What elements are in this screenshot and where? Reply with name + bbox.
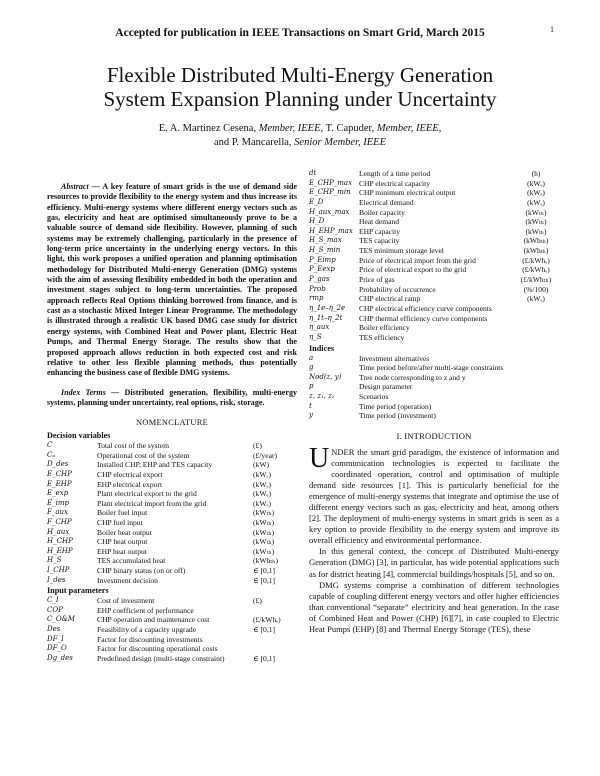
nomenclature-unit: ∈ [0,1] bbox=[253, 653, 276, 663]
nomenclature-row bbox=[309, 188, 559, 198]
nomenclature-row bbox=[309, 246, 559, 256]
nomenclature-row bbox=[309, 217, 559, 227]
nomenclature-unit: (£/kWhₑ) bbox=[253, 615, 281, 625]
nomenclature-row bbox=[309, 294, 559, 304]
nomenclature-symbol: H_S bbox=[47, 556, 62, 565]
nomenclature-unit: (kWₑ) bbox=[527, 188, 545, 198]
nomenclature-row bbox=[47, 470, 297, 480]
nomenclature-description: CHP binary status (on or off) bbox=[97, 565, 186, 575]
nomenclature-unit: (kWₜₕ) bbox=[253, 537, 275, 547]
indices-list bbox=[309, 354, 559, 421]
nomenclature-row bbox=[47, 606, 297, 616]
nomenclature-row bbox=[47, 508, 297, 518]
nomenclature-unit: (kWₜₕ) bbox=[253, 527, 275, 537]
author-1-name: E. A. Martinez Cesena, bbox=[158, 123, 259, 134]
author-block bbox=[0, 122, 600, 150]
nomenclature-description: Boiler fuel input bbox=[97, 508, 148, 518]
nomenclature-unit: (%/100) bbox=[523, 284, 549, 294]
nomenclature-description: CHP minimum electrical output bbox=[359, 188, 456, 198]
nomenclature-row bbox=[309, 333, 559, 343]
nomenclature-description: TES efficiency bbox=[359, 332, 405, 342]
nomenclature-description: Cost of investment bbox=[97, 596, 155, 606]
intro-paragraph-2: In this general context, the concept of Distributed Multi-energy Generation (DMG) [3], in particular, has wide potential applications such as for district heating [4], commercial buildings/hospitals [5], and so on. bbox=[309, 546, 559, 579]
nomenclature-description: Time period before/after multi-stage constraints bbox=[359, 363, 504, 373]
nomenclature-unit bbox=[513, 411, 559, 421]
nomenclature-symbol: I_des bbox=[47, 575, 66, 584]
nomenclature-symbol: H_CHP bbox=[47, 537, 73, 546]
nomenclature-unit: (kWhₜₕ) bbox=[523, 246, 549, 256]
nomenclature-description: Time period (operation) bbox=[359, 401, 432, 411]
nomenclature-row bbox=[47, 547, 297, 557]
nomenclature-row bbox=[47, 576, 297, 586]
nomenclature-row bbox=[47, 615, 297, 625]
nomenclature-row bbox=[47, 556, 297, 566]
nomenclature-symbol: DF_I bbox=[47, 634, 64, 643]
nomenclature-row bbox=[47, 489, 297, 499]
nomenclature-symbol: Nod(z, y) bbox=[309, 372, 342, 381]
input-parameters-list bbox=[47, 596, 297, 663]
nomenclature-row bbox=[47, 596, 297, 606]
nomenclature-unit bbox=[253, 635, 297, 645]
nomenclature-unit: (kWₑ) bbox=[253, 470, 271, 479]
nomenclature-symbol: DF_O bbox=[47, 644, 67, 653]
nomenclature-unit: (kWₜₕ) bbox=[525, 226, 547, 236]
nomenclature-description: Design parameter bbox=[359, 382, 413, 392]
index-terms-text: — Distributed generation, flexibility, multi-energy systems, planning under uncertainty, real options, risk, storage. bbox=[47, 387, 297, 407]
nomenclature-symbol: P_Eimp bbox=[309, 255, 336, 264]
nomenclature-unit bbox=[253, 606, 297, 616]
nomenclature-row bbox=[47, 537, 297, 547]
nomenclature-description: Boiler efficiency bbox=[359, 323, 410, 333]
nomenclature-unit: (kWₑ) bbox=[527, 178, 545, 188]
journal-note: Accepted for publication in IEEE Transactions on Smart Grid, March 2015 bbox=[115, 27, 485, 39]
nomenclature-symbol: H_D bbox=[309, 217, 325, 226]
nomenclature-description: TES accumulated heat bbox=[97, 556, 166, 566]
nomenclature-unit: (kWₜₕ) bbox=[525, 207, 547, 217]
nomenclature-symbol: Cₒ bbox=[47, 450, 56, 459]
nomenclature-description: EHP heat output bbox=[97, 546, 147, 556]
nomenclature-row bbox=[47, 441, 297, 451]
nomenclature-unit bbox=[513, 314, 559, 324]
nomenclature-symbol: η_1t–η_2t bbox=[309, 313, 343, 322]
nomenclature-symbol: P_gas bbox=[309, 275, 330, 284]
nomenclature-description: Factor for discounting operational costs bbox=[97, 644, 218, 654]
nomenclature-symbol: η_1e–η_2e bbox=[309, 303, 346, 312]
nomenclature-unit: ∈ [0,1] bbox=[253, 575, 276, 585]
nomenclature-symbol: H_S_min bbox=[309, 246, 341, 255]
nomenclature-symbol: C bbox=[47, 441, 53, 450]
nomenclature-description: Factor for discounting investments bbox=[97, 634, 203, 644]
nomenclature-unit: (kWₑ) bbox=[527, 197, 545, 207]
nomenclature-row bbox=[47, 451, 297, 461]
nomenclature-unit: (£) bbox=[253, 441, 262, 451]
nomenclature-description: EHP capacity bbox=[359, 226, 401, 236]
abstract-text: — A key feature of smart grids is the use of demand side resources to provide flexibility to the energy system and thus increase its efficiency. Multi-energy systems where different energy vectors such as gas, electricity and heat are optimised simultaneously prove to be a valuable source of demand side flexibility. However, planning of such systems may be extremely challenging, particularly in the presence of long-term price uncertainty in the underlying energy vectors. In this light, this work proposes a unified operation and planning optimisation methodology for Distributed Multi-energy Generation (DMG) systems with the aim of assessing flexibility embedded in both the operation and investment stages subject to long-term uncertainties. The proposed approach reflects Real Options thinking borrowed from finance, and is cast as a stochastic Mixed Integer Linear Programme. The methodology is illustrated through a realistic UK based DMG case study for district energy systems, with Combined Heat and Power plant, Electric Heat Pumps, and Thermal Energy Storage. The results show that the proposed approach allows reduction in both expected cost and risk relative to other less flexible planning methods, thus potentially enhancing the business case of flexible DMG systems. bbox=[47, 182, 297, 378]
nomenclature-symbol: P_Eexp bbox=[309, 265, 335, 274]
nomenclature-symbol: C_O&M bbox=[47, 615, 75, 624]
intro-paragraph-1-text: NDER the smart grid paradigm, the existence of information and communication technologies is expected to facilitate the coordinated operation, control and optimisation of multiple demand side resources [1]. This is particularly beneficial for the emergence of multi-energy systems that integrate and optimise the use of different energy vectors such as gas, electricity and heat, among others [2]. The deployment of multi-energy systems in smart grids is seen as a key option to provide flexibility to the energy system and improve its overall efficiency and environmental performance. bbox=[309, 447, 559, 546]
abstract-label: Abstract bbox=[61, 182, 89, 191]
nomenclature-unit: (£/kWhₑ) bbox=[522, 255, 550, 265]
right-column bbox=[309, 169, 559, 635]
nomenclature-description: CHP electrical ramp bbox=[359, 294, 421, 304]
nomenclature-unit: (kWₜₕ) bbox=[253, 546, 275, 556]
nomenclature-symbol: C_I bbox=[47, 596, 59, 605]
nomenclature-symbol: I_CHP bbox=[47, 565, 70, 574]
nomenclature-row bbox=[309, 227, 559, 237]
introduction-heading: I. INTRODUCTION bbox=[396, 431, 472, 442]
nomenclature-row bbox=[309, 354, 559, 364]
nomenclature-unit bbox=[513, 304, 559, 314]
nomenclature-symbol: F_aux bbox=[47, 508, 68, 517]
nomenclature-description: CHP heat output bbox=[97, 537, 148, 547]
nomenclature-row bbox=[309, 285, 559, 295]
author-2-name: , T. Capuder, bbox=[320, 123, 377, 134]
nomenclature-symbol: H_aux_max bbox=[309, 207, 350, 216]
nomenclature-symbol: η_S bbox=[309, 332, 322, 341]
nomenclature-symbol: E_CHP_min bbox=[309, 188, 351, 197]
decision-variables-heading: Decision variables bbox=[47, 431, 111, 441]
nomenclature-description: Price of electrical import from the grid bbox=[359, 255, 476, 265]
nomenclature-row bbox=[309, 265, 559, 275]
nomenclature-description: Length of a time period bbox=[359, 169, 431, 178]
input-parameters-continued-list bbox=[309, 169, 559, 343]
nomenclature-unit bbox=[253, 644, 297, 654]
nomenclature-symbol: COP bbox=[47, 605, 63, 614]
nomenclature-description: CHP operation and maintenance cost bbox=[97, 615, 210, 625]
nomenclature-description: Operational cost of the system bbox=[97, 450, 190, 460]
title-line-1: Flexible Distributed Multi-Energy Generation bbox=[106, 63, 494, 87]
paper-title bbox=[0, 63, 600, 111]
nomenclature-unit: ∈ [0,1] bbox=[253, 624, 276, 634]
nomenclature-row bbox=[47, 480, 297, 490]
nomenclature-symbol: z, z₁, z₂ bbox=[309, 392, 335, 401]
nomenclature-description: Price of electrical export to the grid bbox=[359, 265, 467, 275]
nomenclature-symbol: Dg_des bbox=[47, 653, 73, 662]
nomenclature-description: CHP electrical capacity bbox=[359, 178, 430, 188]
nomenclature-description: CHP fuel input bbox=[97, 517, 143, 527]
nomenclature-symbol: η_aux bbox=[309, 323, 330, 332]
nomenclature-unit: (£/year) bbox=[253, 450, 278, 460]
nomenclature-description: EHP electrical export bbox=[97, 479, 163, 489]
abstract bbox=[47, 182, 297, 379]
nomenclature-row bbox=[309, 304, 559, 314]
nomenclature-row bbox=[309, 373, 559, 383]
nomenclature-unit: ∈ [0,1] bbox=[253, 565, 276, 575]
nomenclature-row bbox=[47, 654, 297, 664]
nomenclature-row bbox=[47, 625, 297, 635]
nomenclature-row bbox=[309, 256, 559, 266]
nomenclature-description: Boiler capacity bbox=[359, 207, 405, 217]
nomenclature-row bbox=[309, 411, 559, 421]
nomenclature-row bbox=[47, 635, 297, 645]
nomenclature-unit: (£/kWhₜₕ) bbox=[520, 275, 552, 285]
nomenclature-row bbox=[47, 518, 297, 528]
nomenclature-description: TES capacity bbox=[359, 236, 400, 246]
nomenclature-description: Boiler heat output bbox=[97, 527, 152, 537]
author-separator: , bbox=[438, 123, 442, 134]
nomenclature-unit: (£/kWhₑ) bbox=[522, 265, 550, 275]
nomenclature-symbol: dt bbox=[309, 169, 317, 177]
nomenclature-symbol: g bbox=[309, 363, 314, 372]
nomenclature-description: Investment alternatives bbox=[359, 353, 430, 363]
nomenclature-symbol: E_exp bbox=[47, 489, 69, 498]
nomenclature-description: Plant electrical import from the grid bbox=[97, 498, 207, 508]
nomenclature-description: Time period (investment) bbox=[359, 411, 436, 421]
nomenclature-description: Installed CHP, EHP and TES capacity bbox=[97, 460, 213, 470]
nomenclature-row bbox=[309, 275, 559, 285]
drop-cap: U bbox=[309, 443, 330, 475]
nomenclature-row bbox=[309, 323, 559, 333]
page-number: 1 bbox=[550, 25, 554, 34]
intro-paragraph-3: DMG systems comprise a combination of different technologies capable of coupling different energy vectors and offer higher efficiencies than conventional “separate” electricity and heat generation. In the case of Combined Heat and Power (CHP) [6][7], in case coupled to Electric Heat Pumps (EHP) [8] and Thermal Energy Storage (TES), these bbox=[309, 579, 559, 634]
nomenclature-row bbox=[309, 363, 559, 373]
intro-paragraph-1 bbox=[309, 443, 559, 546]
nomenclature-unit: (kWₑ) bbox=[253, 498, 271, 508]
nomenclature-symbol: t bbox=[309, 401, 312, 410]
nomenclature-unit: (kWhₜₕ) bbox=[253, 556, 278, 566]
author-3-name: and P. Mancarella, bbox=[213, 137, 295, 148]
index-terms bbox=[47, 388, 297, 409]
nomenclature-description: TES minimum storage level bbox=[359, 246, 444, 256]
nomenclature-unit: (kWₜₕ) bbox=[253, 517, 275, 527]
nomenclature-unit bbox=[513, 333, 559, 343]
nomenclature-row bbox=[309, 208, 559, 218]
nomenclature-row bbox=[309, 382, 559, 392]
nomenclature-row bbox=[47, 566, 297, 576]
title-line-2: System Expansion Planning under Uncertainty bbox=[103, 87, 497, 111]
nomenclature-unit: (kWₑ) bbox=[253, 479, 271, 489]
nomenclature-symbol: F_CHP bbox=[47, 517, 72, 526]
nomenclature-row bbox=[47, 528, 297, 538]
nomenclature-symbol: E_CHP bbox=[47, 470, 72, 478]
nomenclature-symbol: H_S_max bbox=[309, 236, 342, 245]
nomenclature-description: Scenarios bbox=[359, 392, 389, 402]
nomenclature-symbol: Des bbox=[47, 624, 61, 633]
nomenclature-description: CHP thermal efficiency curve components bbox=[359, 313, 488, 323]
nomenclature-unit bbox=[513, 402, 559, 412]
nomenclature-unit: (h) bbox=[531, 169, 541, 178]
nomenclature-symbol: E_D bbox=[309, 197, 324, 206]
nomenclature-row bbox=[309, 198, 559, 208]
nomenclature-description: Heat demand bbox=[359, 217, 400, 227]
nomenclature-unit bbox=[513, 382, 559, 392]
nomenclature-unit: (£) bbox=[253, 596, 262, 606]
nomenclature-description: EHP coefficient of performance bbox=[97, 605, 194, 615]
author-3-role: Senior Member, IEEE bbox=[294, 137, 387, 148]
author-2-role: Member, IEEE bbox=[376, 123, 439, 134]
nomenclature-symbol: Prob bbox=[309, 284, 326, 293]
nomenclature-symbol: D_des bbox=[47, 460, 69, 469]
author-line-1 bbox=[0, 122, 600, 136]
nomenclature-unit bbox=[513, 323, 559, 333]
nomenclature-row bbox=[309, 392, 559, 402]
nomenclature-description: Plant electrical export to the grid bbox=[97, 489, 197, 499]
nomenclature-row bbox=[309, 314, 559, 324]
nomenclature-row bbox=[47, 460, 297, 470]
nomenclature-description: Predefined design (multi-stage constraint) bbox=[97, 653, 225, 663]
nomenclature-unit: (kWₜₕ) bbox=[253, 508, 275, 518]
nomenclature-row bbox=[309, 402, 559, 412]
nomenclature-row bbox=[309, 236, 559, 246]
nomenclature-heading: NOMENCLATURE bbox=[136, 418, 208, 428]
nomenclature-symbol: E_EHP bbox=[47, 479, 72, 488]
nomenclature-symbol: E_imp bbox=[47, 498, 69, 507]
nomenclature-row bbox=[309, 169, 559, 179]
nomenclature-symbol: rmp bbox=[309, 294, 324, 303]
nomenclature-unit: (kWhₜₕ) bbox=[523, 236, 549, 246]
nomenclature-unit bbox=[513, 354, 559, 364]
nomenclature-description: Price of gas bbox=[359, 275, 395, 285]
nomenclature-unit bbox=[513, 392, 559, 402]
nomenclature-description: Investment decision bbox=[97, 575, 158, 585]
nomenclature-unit: (kWₑ) bbox=[253, 489, 271, 499]
nomenclature-symbol: y bbox=[309, 411, 313, 420]
nomenclature-row bbox=[47, 644, 297, 654]
indices-heading: Indices bbox=[309, 343, 335, 353]
nomenclature-unit: (kWₑ) bbox=[527, 294, 545, 304]
nomenclature-symbol: p bbox=[309, 382, 314, 391]
input-parameters-heading: Input parameters bbox=[47, 586, 109, 596]
nomenclature-row bbox=[47, 499, 297, 509]
nomenclature-symbol: H_EHP bbox=[47, 546, 73, 555]
nomenclature-symbol: a bbox=[309, 353, 314, 362]
nomenclature-description: Total cost of the system bbox=[97, 441, 170, 451]
nomenclature-unit bbox=[513, 363, 559, 373]
nomenclature-description: Feasibility of a capacity upgrade bbox=[97, 624, 197, 634]
nomenclature-row bbox=[309, 179, 559, 189]
nomenclature-symbol: H_EHP_max bbox=[309, 226, 353, 235]
author-1-role: Member, IEEE bbox=[258, 123, 321, 134]
nomenclature-symbol: E_CHP_max bbox=[309, 178, 353, 187]
author-line-2 bbox=[0, 136, 600, 150]
decision-variables-list bbox=[47, 441, 297, 585]
nomenclature-unit: (kW) bbox=[253, 460, 270, 470]
nomenclature-unit bbox=[513, 373, 559, 383]
nomenclature-description: CHP electrical efficiency curve components bbox=[359, 303, 492, 313]
nomenclature-unit: (kWₜₕ) bbox=[525, 217, 547, 227]
nomenclature-symbol: H_aux bbox=[47, 527, 70, 536]
index-terms-label: Index Terms bbox=[61, 387, 106, 397]
left-column bbox=[47, 182, 297, 663]
nomenclature-description: Probability of occurrence bbox=[359, 284, 436, 294]
nomenclature-description: Electrical demand bbox=[359, 197, 414, 207]
nomenclature-description: Tree node corresponding to z and y bbox=[359, 372, 466, 382]
nomenclature-description: CHP electrical export bbox=[97, 470, 163, 479]
